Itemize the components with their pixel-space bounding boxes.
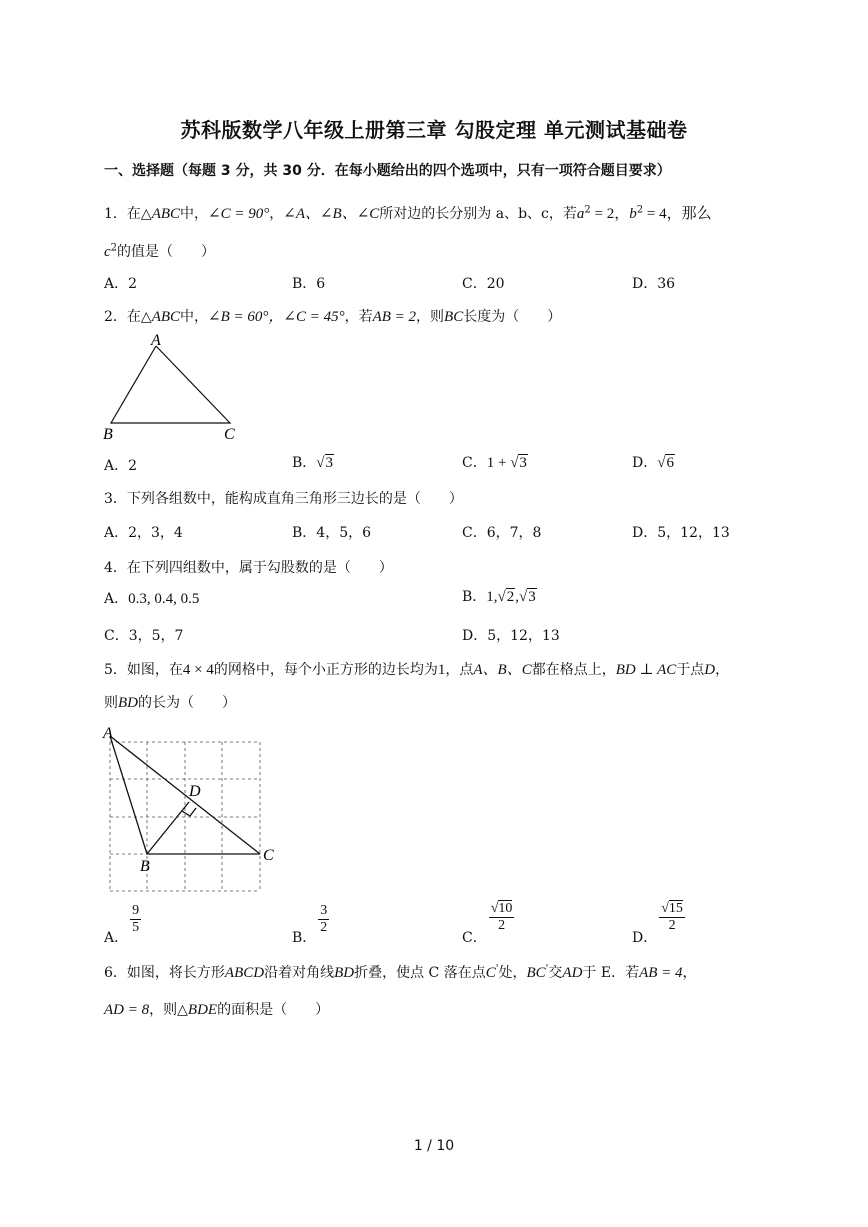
question-1-line-2: $c^2$的值是（ ） [104, 242, 216, 260]
label-a: A [151, 332, 161, 349]
question-2: 2．在△ABC中，∠B = 60°，∠C = 45°，若AB = 2，则BC长度为（ ） [104, 309, 562, 325]
q4-option-a: A．0.3, 0.4, 0.5 [104, 591, 200, 607]
q2-option-b: B．√3 [292, 455, 334, 471]
q4-option-b: B．1,√2,√3 [462, 589, 536, 605]
question-1-line-1: 1．在△ABC中，∠C = 90°，∠A、∠B、∠C所对边的长分别为 a、b、c，若$a^2 = 2$，$b^2 = 4$，那么 [104, 204, 712, 222]
q1-option-b: B．6 [292, 276, 326, 292]
q5-option-c: C． $\frac{√10}{2}$ [462, 901, 513, 946]
triangle-figure [100, 330, 250, 445]
q1-option-d: D．36 [632, 276, 676, 292]
label-d: D [189, 783, 201, 800]
page-number: 1 / 10 [413, 1138, 455, 1154]
question-5-line-2: 则BD的长为（ ） [104, 695, 236, 711]
label-a: A [103, 725, 113, 742]
q5-option-b: B． $\frac{3}{2}$ [292, 903, 328, 946]
q2-option-c: C．1 + √3 [462, 455, 527, 471]
page-title: 苏科版数学八年级上册第三章 勾股定理 单元测试基础卷 [180, 118, 688, 142]
label-c: C [263, 847, 274, 864]
q2-option-a: A．2 [104, 458, 138, 474]
question-3: 3．下列各组数中，能构成直角三角形三边长的是（ ） [104, 491, 463, 507]
question-4: 4．在下列四组数中，属于勾股数的是（ ） [104, 560, 393, 576]
grid-lines [110, 742, 260, 891]
segment-bd [147, 802, 189, 854]
q5-option-d: D． $\frac{√15}{2}$ [632, 901, 683, 946]
right-angle-mark [182, 808, 196, 816]
label-b: B [103, 426, 113, 443]
q2-option-d: D．√6 [632, 455, 674, 471]
q3-option-b: B．4，5，6 [292, 525, 372, 541]
triangle-abc-grid [110, 736, 260, 854]
label-b: B [140, 858, 150, 875]
question-6-line-2: AD = 8，则△BDE的面积是（ ） [104, 1002, 330, 1018]
q5-option-a: A． $\frac{9}{5}$ [104, 903, 140, 946]
grid-figure [100, 724, 285, 899]
q1-option-a: A．2 [104, 276, 138, 292]
label-c: C [224, 426, 235, 443]
question-5-line-1: 5．如图，在4 × 4的网格中，每个小正方形的边长均为1，点A、B、C都在格点上，BD ⊥ AC于点D， [104, 662, 730, 678]
section-heading: 一、选择题（每题 3 分，共 30 分．在每小题给出的四个选项中，只有一项符合题目要求） [104, 163, 671, 179]
triangle-abc [111, 346, 230, 423]
q4-option-d: D．5，12，13 [462, 628, 560, 644]
question-6-line-1: 6．如图，将长方形ABCD沿着对角线BD折叠，使点 C 落在点C'处，BC'交AD于 E．若AB = 4， [104, 963, 697, 981]
q3-option-a: A．2，3，4 [104, 525, 183, 541]
q1-option-c: C．20 [462, 276, 505, 292]
q3-option-d: D．5，12，13 [632, 525, 730, 541]
q3-option-c: C．6，7，8 [462, 525, 542, 541]
q4-option-c: C．3，5，7 [104, 628, 184, 644]
